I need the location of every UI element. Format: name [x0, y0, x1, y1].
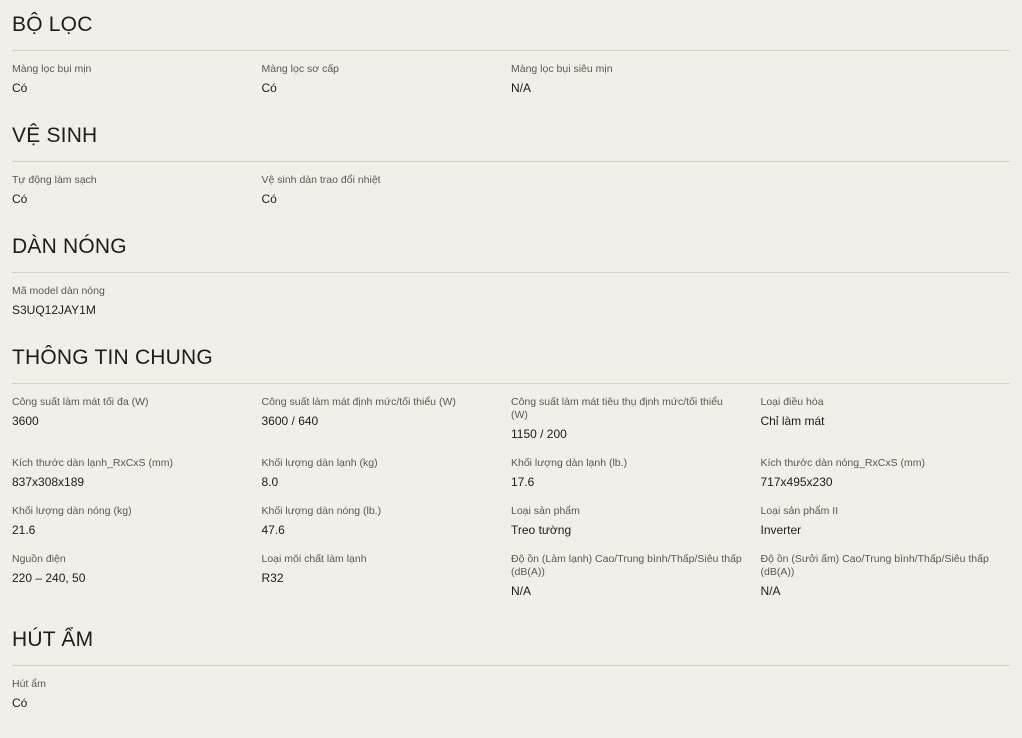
spec-item	[262, 63, 512, 110]
spec-value: N/A	[511, 81, 532, 95]
spec-value: Có	[12, 81, 28, 95]
spec-item-empty	[511, 678, 761, 725]
spec-item	[262, 396, 512, 457]
section-general-info	[12, 332, 1010, 614]
spec-label: Tự động làm sạch	[12, 174, 97, 186]
spec-item-empty	[511, 174, 761, 221]
spec-item-empty	[511, 285, 761, 332]
spec-item-empty	[761, 678, 1011, 725]
spec-item	[12, 678, 262, 725]
spec-value: 8.0	[261, 475, 279, 489]
spec-item	[761, 553, 1011, 614]
spec-item	[12, 396, 262, 457]
section-dehumidify	[12, 614, 1010, 725]
spec-item-empty	[761, 285, 1011, 332]
spec-value: N/A	[511, 584, 532, 598]
spec-label: Kích thước dàn lạnh_RxCxS (mm)	[12, 457, 173, 469]
section-filter	[12, 0, 1010, 110]
spec-item	[262, 505, 512, 553]
spec-item	[511, 553, 761, 614]
spec-label: Loại điều hòa	[760, 396, 824, 408]
spec-value: 17.6	[511, 475, 535, 489]
spec-item	[12, 174, 262, 221]
section-title: VỆ SINH	[12, 124, 98, 147]
section-title: BỘ LỌC	[12, 13, 93, 36]
spec-label: Độ ồn (Sưởi ấm) Cao/Trung bình/Thấp/Siêu thấp (dB(A))	[760, 553, 989, 578]
spec-item	[262, 174, 512, 221]
section-title: HÚT ẨM	[12, 628, 94, 651]
spec-label: Công suất làm mát tiêu thụ định mức/tối thiểu (W)	[511, 396, 723, 421]
spec-value: 220 – 240, 50	[12, 571, 86, 585]
spec-item	[511, 457, 761, 505]
spec-value: 837x308x189	[12, 475, 85, 489]
spec-item-empty	[262, 285, 512, 332]
spec-value: 47.6	[261, 523, 285, 537]
spec-label: Công suất làm mát tối đa (W)	[12, 396, 149, 408]
spec-label: Khối lượng dàn nóng (lb.)	[261, 505, 382, 517]
spec-item	[511, 505, 761, 553]
spec-value: R32	[261, 571, 284, 585]
spec-grid	[12, 162, 1010, 221]
spec-item-empty	[761, 174, 1011, 221]
spec-label: Màng lọc sơ cấp	[261, 63, 340, 75]
spec-value: Treo tường	[511, 523, 572, 537]
spec-label: Loại sản phẩm II	[760, 505, 839, 517]
spec-value: Có	[12, 192, 28, 206]
spec-label: Mã model dàn nóng	[12, 285, 105, 297]
spec-value: 3600	[12, 414, 39, 428]
spec-item	[761, 457, 1011, 505]
spec-label: Màng lọc bụi siêu mịn	[511, 63, 613, 75]
spec-item-empty	[761, 63, 1011, 110]
spec-label: Độ ồn (Làm lạnh) Cao/Trung bình/Thấp/Siêu thấp (dB(A))	[511, 553, 742, 578]
spec-value: S3UQ12JAY1M	[12, 303, 96, 317]
spec-item	[761, 396, 1011, 457]
spec-item	[262, 457, 512, 505]
section-cleaning	[12, 110, 1010, 221]
spec-label: Khối lượng dàn nóng (kg)	[12, 505, 132, 517]
spec-value: Inverter	[760, 523, 802, 537]
spec-value: Chỉ làm mát	[760, 414, 825, 428]
spec-item	[511, 396, 761, 457]
spec-label: Khối lượng dàn lạnh (kg)	[261, 457, 378, 469]
spec-item	[12, 457, 262, 505]
spec-item	[12, 285, 262, 332]
spec-value: 3600 / 640	[261, 414, 319, 428]
section-title: DÀN NÓNG	[12, 235, 127, 258]
spec-value: Có	[261, 81, 277, 95]
spec-label: Khối lượng dàn lạnh (lb.)	[511, 457, 628, 469]
spec-value: 21.6	[12, 523, 36, 537]
section-title: THÔNG TIN CHUNG	[12, 346, 213, 369]
bottom-spacer	[12, 725, 1010, 733]
spec-value: 717x495x230	[760, 475, 833, 489]
spec-value: Có	[261, 192, 277, 206]
spec-label: Màng lọc bụi mịn	[12, 63, 92, 75]
spec-item	[511, 63, 761, 110]
spec-label: Công suất làm mát định mức/tối thiểu (W)	[261, 396, 456, 408]
spec-item	[12, 505, 262, 553]
spec-item	[761, 505, 1011, 553]
spec-label: Loại sản phẩm	[511, 505, 580, 517]
spec-label: Loại môi chất làm lạnh	[261, 553, 367, 565]
spec-label: Hút ẩm	[12, 678, 46, 690]
spec-grid	[12, 273, 1010, 332]
spec-label: Nguồn điện	[12, 553, 66, 565]
section-outdoor-unit	[12, 221, 1010, 332]
spec-value: N/A	[760, 584, 781, 598]
spec-grid	[12, 384, 1010, 614]
spec-item	[262, 553, 512, 614]
spec-item	[12, 553, 262, 614]
spec-label: Vệ sinh dàn trao đổi nhiệt	[261, 174, 381, 186]
spec-grid	[12, 51, 1010, 110]
spec-value: 1150 / 200	[511, 427, 567, 441]
spec-grid	[12, 666, 1010, 725]
spec-label: Kích thước dàn nóng_RxCxS (mm)	[760, 457, 925, 469]
spec-item-empty	[262, 678, 512, 725]
spec-value: Có	[12, 696, 28, 710]
spec-item	[12, 63, 262, 110]
